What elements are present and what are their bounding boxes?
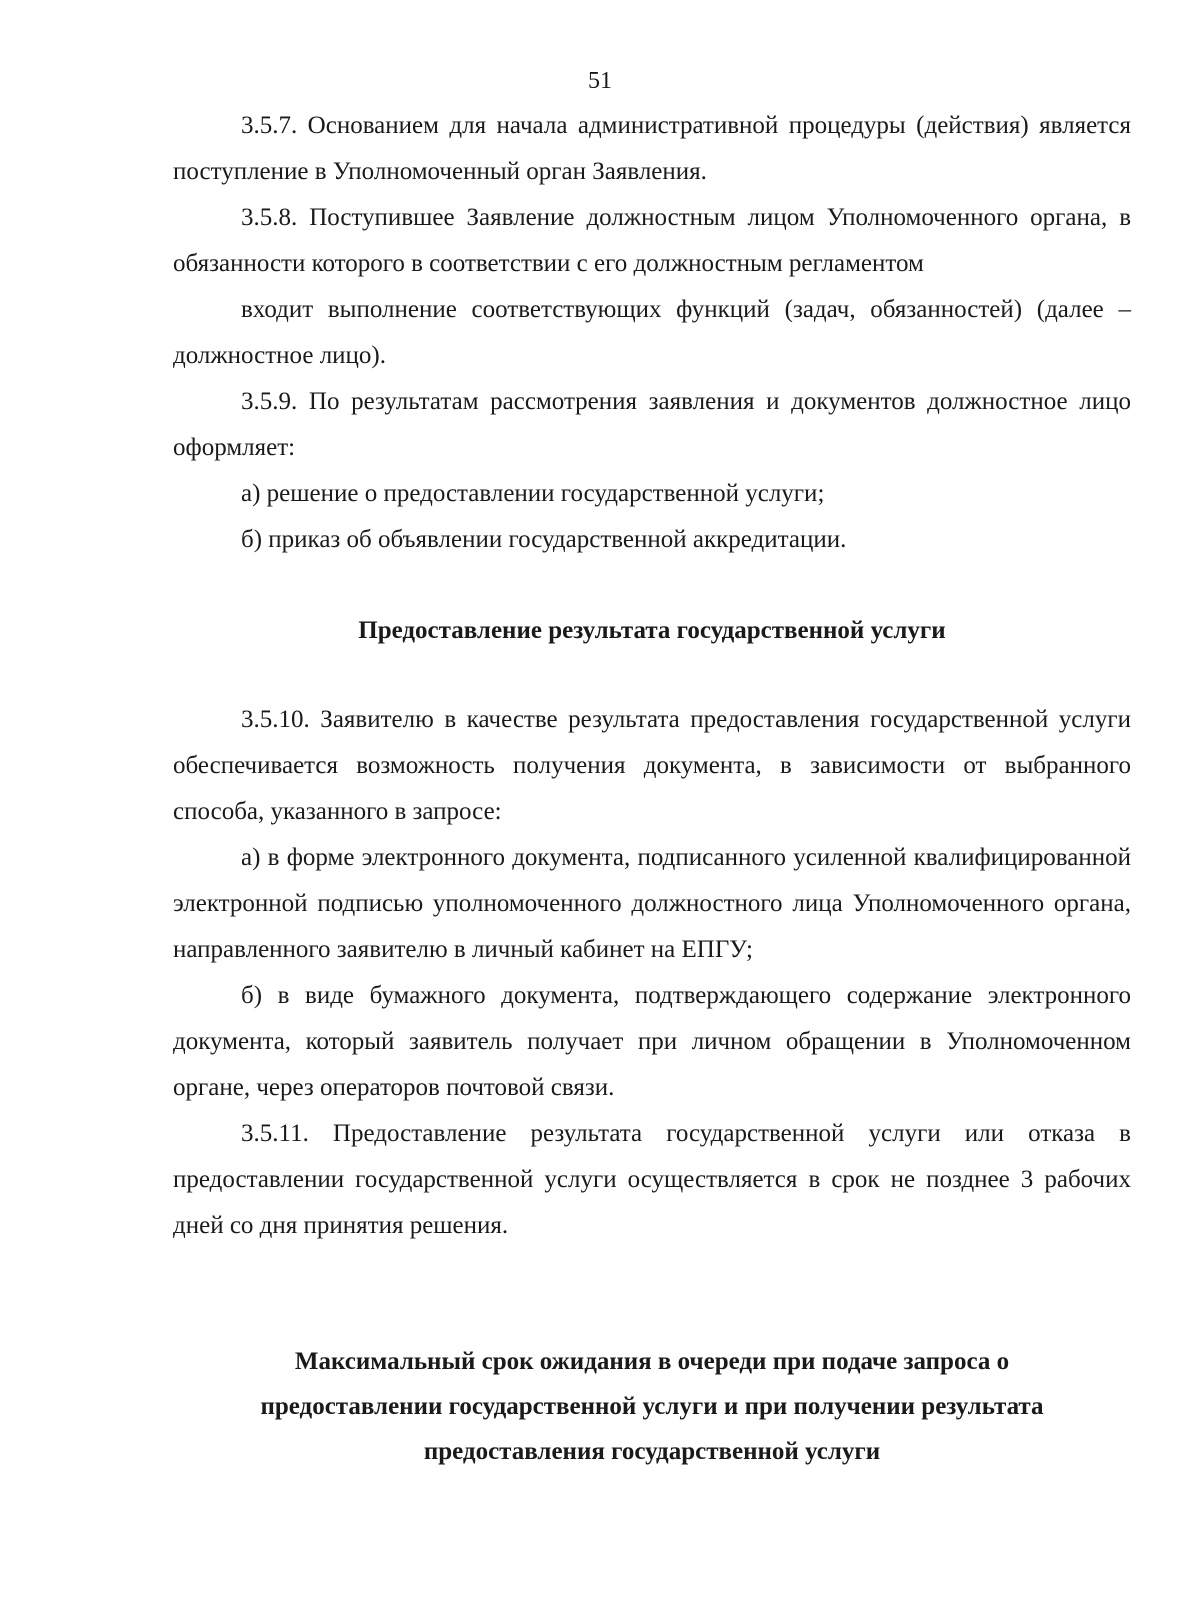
section-3-5-7-to-3-5-9 (173, 103, 1131, 563)
paragraph-3-5-10: 3.5.10. Заявителю в качестве результата предоставления государственной услуги обеспечивается возможность получения документа, в зависимости от выбранного способа, указанного в запросе: (173, 706, 1131, 825)
section-3-5-10-to-3-5-11 (173, 697, 1131, 1249)
list-item-b-order: б) приказ об объявлении государственной аккредитации. (241, 526, 847, 553)
heading-line-3: предоставления государственной услуги (423, 1438, 881, 1465)
heading-line-2: предоставлении государственной услуги и при получении результата (260, 1393, 1044, 1420)
list-item-a-decision: а) решение о предоставлении государственной услуги; (241, 480, 825, 507)
paragraph-3-5-8: 3.5.8. Поступившее Заявление должностным лицом Уполномоченного органа, в обязанности которого в соответствии с его должностным регламентом (173, 204, 1131, 277)
paragraph-3-5-9: 3.5.9. По результатам рассмотрения заявления и документов должностное лицо оформляет: (173, 388, 1131, 461)
paragraph-3-5-7: 3.5.7. Основанием для начала административной процедуры (действия) является поступление в Уполномоченный орган Заявления. (173, 112, 1131, 185)
list-item-b-paper: б) в виде бумажного документа, подтверждающего содержание электронного документа, который заявитель получает при личном обращении в Уполномоченном органе, через операторов почтовой связи. (173, 982, 1131, 1101)
section-heading-queue-time (173, 1339, 1131, 1474)
paragraph-3-5-11: 3.5.11. Предоставление результата государственной услуги или отказа в предоставлении государственной услуги осуществляется в срок не позднее 3 рабочих дней со дня принятия решения. (173, 1120, 1131, 1239)
page-number: 51 (588, 68, 612, 94)
heading-line-1: Максимальный срок ожидания в очереди при подаче запроса о (294, 1348, 1010, 1375)
paragraph-3-5-8-continued: входит выполнение соответствующих функций (задач, обязанностей) (далее – должностное лицо). (173, 296, 1131, 369)
list-item-a-electronic: а) в форме электронного документа, подписанного усиленной квалифицированной электронной подписью уполномоченного должностного лица Уполномоченного органа, направленного заявителю в личный кабинет на ЕПГУ; (173, 844, 1131, 963)
section-heading-result: Предоставление результата государственной услуги (358, 617, 946, 644)
